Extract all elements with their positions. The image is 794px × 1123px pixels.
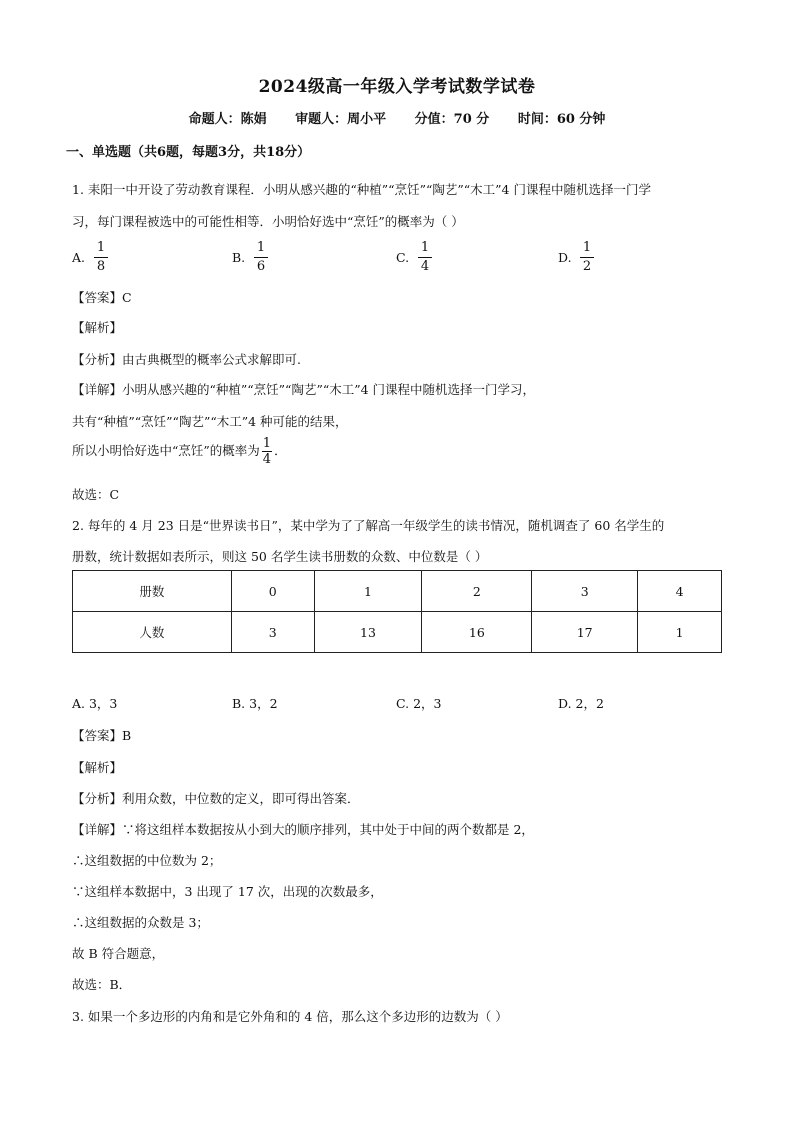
- score: 分值：70 分: [414, 112, 490, 127]
- q1-stem-line1: 1. 耒阳一中开设了劳动教育课程．小明从感兴趣的“种植”“烹饪”“陶艺”“木工”4 门课程中随机选择一门学: [72, 182, 651, 197]
- q1-detail-1: 【详解】小明从感兴趣的“种植”“烹饪”“陶艺”“木工”4 门课程中随机选择一门学习，: [72, 382, 536, 397]
- table-cell: 1: [638, 612, 722, 653]
- q2-answer: 【答案】B: [72, 728, 132, 743]
- q2-data-table: [72, 570, 722, 653]
- q1-detail-2: 共有“种植”“烹饪”“陶艺”“木工”4 种可能的结果，: [72, 414, 348, 429]
- q1-options: A. $\frac{1}{8}$ B. $\frac{1}{6}$ C. $\frac{1}{4}$ D. $\frac{1}{2}$: [72, 240, 722, 276]
- table-cell: 3: [532, 571, 638, 612]
- q1-detail-fraction: $\frac{1}{4}$: [262, 436, 272, 467]
- q2-stem-line1: 2. 每年的 4 月 23 日是“世界读书日”，某中学为了了解高一年级学生的读书情况，随机调查了 60 名学生的: [72, 518, 665, 533]
- q2-option-a: A. 3，3: [72, 696, 118, 711]
- q1-detail-3: 所以小明恰好选中“烹饪”的概率为 $\frac{1}{4}$ ．: [72, 436, 287, 467]
- table-cell: 4: [638, 571, 722, 612]
- q2-option-d: D. 2，2: [558, 696, 604, 711]
- section-heading: 一、单选题（共6题，每题3分，共18分）: [66, 145, 311, 160]
- table-cell: 人数: [73, 612, 232, 653]
- q2-analysis-title: 【解析】: [72, 760, 123, 775]
- author: 命题人：陈娟: [188, 112, 267, 127]
- q1-answer: 【答案】C: [72, 290, 132, 305]
- q2-option-c: C. 2，3: [396, 696, 442, 711]
- table-row: [73, 571, 722, 612]
- q2-option-b: B. 3，2: [232, 696, 278, 711]
- exam-meta: [72, 108, 722, 127]
- q1-stem-line2: 习，每门课程被选中的可能性相等．小明恰好选中“烹饪”的概率为（ ）: [72, 214, 464, 229]
- q2-detail-5: 故 B 符合题意，: [72, 946, 165, 961]
- q2-stem-line2: 册数，统计数据如表所示，则这 50 名学生读书册数的众数、中位数是（ ）: [72, 549, 488, 564]
- reviewer: 审题人：周小平: [295, 112, 387, 127]
- q2-options: [72, 694, 722, 714]
- q1-conclusion: 故选：C: [72, 487, 120, 502]
- q1-analysis-title: 【解析】: [72, 320, 123, 335]
- q2-detail-1: 【详解】∵将这组样本数据按从小到大的顺序排列，其中处于中间的两个数都是 2，: [72, 822, 534, 837]
- table-cell: 17: [532, 612, 638, 653]
- time-limit: 时间：60 分钟: [517, 112, 606, 127]
- table-cell: 1: [314, 571, 422, 612]
- table-cell: 3: [231, 612, 314, 653]
- q2-detail-2: ∴这组数据的中位数为 2；: [72, 853, 222, 868]
- table-cell: 2: [422, 571, 532, 612]
- q2-detail-4: ∴这组数据的众数是 3；: [72, 915, 209, 930]
- table-cell: 0: [231, 571, 314, 612]
- q2-detail-3: ∵这组样本数据中，3 出现了 17 次，出现的次数最多，: [72, 884, 383, 899]
- q2-analysis: 【分析】利用众数，中位数的定义，即可得出答案．: [72, 791, 360, 806]
- q1-analysis: 【分析】由古典概型的概率公式求解即可.: [72, 352, 301, 367]
- table-cell: 册数: [73, 571, 232, 612]
- table-cell: 13: [314, 612, 422, 653]
- q2-conclusion: 故选：B．: [72, 977, 132, 992]
- exam-title: 2024级高一年级入学考试数学试卷: [258, 77, 536, 97]
- table-row: [73, 612, 722, 653]
- table-cell: 16: [422, 612, 532, 653]
- q3-stem-line1: 3. 如果一个多边形的内角和是它外角和的 4 倍，那么这个多边形的边数为（ ）: [72, 1009, 508, 1024]
